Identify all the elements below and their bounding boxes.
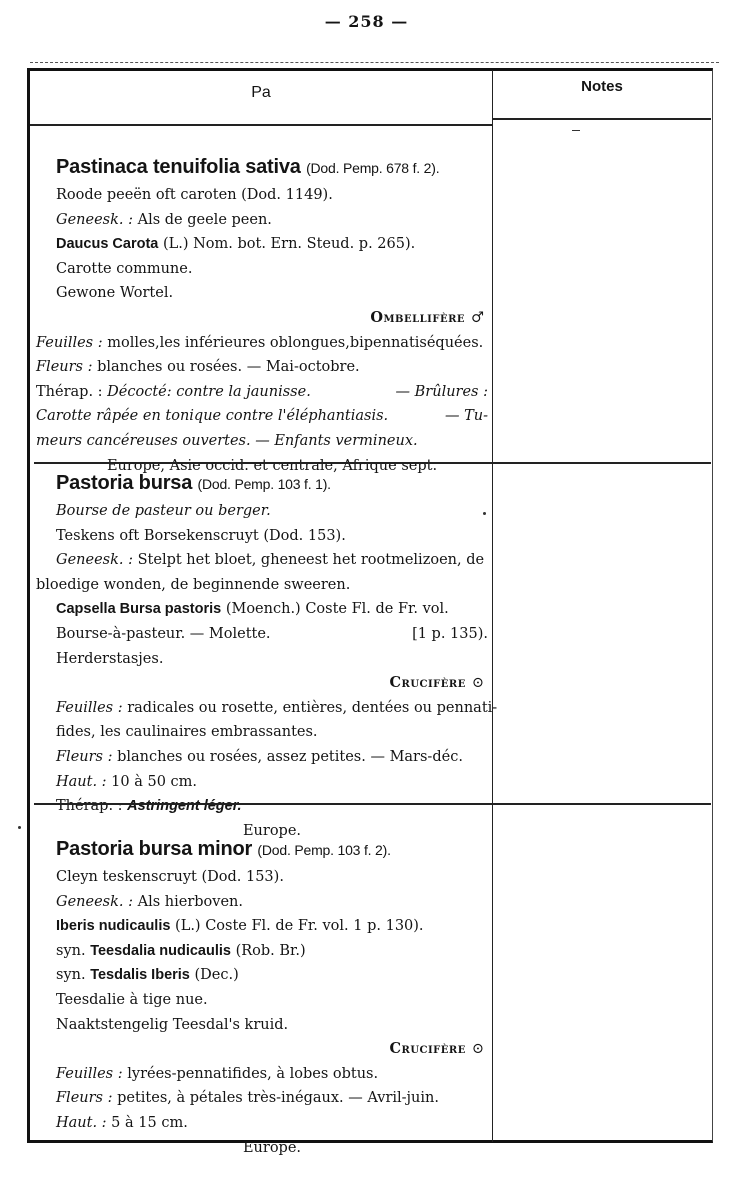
entry-divider-right [493,803,711,805]
dodoens-reference: (Dod. Pemp. 103 f. 2). [257,842,391,858]
feuilles-text: fides, les caulinaires embrassantes. [56,724,318,741]
french-name: Carotte commune. [56,260,193,277]
synonym-author: (Dec.) [194,967,239,984]
entry-pastinaca [36,152,488,478]
haut-text: 10 à 50 cm. [111,773,198,790]
botanical-reference: (Moench.) Coste Fl. de Fr. vol. [225,601,449,618]
therap-label: Thérap. : [36,383,103,400]
fleurs-label: Fleurs : [36,359,93,376]
distribution-region: Europe. [242,1139,302,1156]
family-name: Crucifère [389,674,466,692]
species-name: Pastinaca tenuifolia sativa [56,156,301,178]
synonym-prefix: syn. [56,942,86,959]
speck [18,826,21,829]
biennial-symbol-icon: ♂ [471,309,484,326]
french-name: Bourse-à-pasteur. — Molette. [56,625,271,642]
vernacular-name: Teskens oft Borsekenscruyt (Dod. 153). [56,527,346,544]
therap-text: meurs cancéreuses ouvertes. — Enfants vermineux. [36,432,418,449]
header-divider-right [493,118,711,120]
haut-label: Haut. : [56,773,107,790]
dutch-name: Herderstasjes. [56,650,164,667]
family-name: Crucifère [389,1040,466,1058]
entry-divider-left [34,462,492,464]
column-header-pa: Pa [251,84,271,101]
botanical-reference: [1 p. 135). [412,625,488,642]
dutch-name: Gewone Wortel. [56,285,174,302]
entry-pastoria-bursa-minor [56,834,488,1160]
family-name: Ombellifère [370,308,465,326]
fleurs-text: blanches ou rosées, assez petites. — Mars-déc. [117,748,463,765]
entry-pastoria-bursa [36,468,498,843]
feuilles-text: lyrées-pennatifides, à lobes obtus. [127,1065,379,1082]
feuilles-label: Feuilles : [36,334,103,351]
dashed-rule [30,62,719,63]
synonym-name: Tesdalis Iberis [90,967,190,984]
botanical-name: Daucus Carota [56,236,159,253]
vernacular-name: Cleyn teskenscruyt (Dod. 153). [56,869,284,885]
geneesk-text: Stelpt het bloet, gheneest het rootmelizoen, de [137,552,485,569]
therap-text: Astringent léger. [127,798,242,815]
botanical-reference: (L.) Nom. bot. Ern. Steud. p. 265). [162,236,416,253]
entry-title [56,834,488,865]
notes-tick-mark [572,130,580,131]
geneesk-text: Als hierboven. [137,893,243,910]
distribution-region: Europe, Asie occid. et centrale, Afrique sept. [106,457,438,474]
botanical-name: Iberis nudicaulis [56,918,171,935]
geneesk-text: Als de geele peen. [137,211,272,228]
botanical-name: Capsella Bursa pastoris [56,601,222,618]
fleurs-text: petites, à pétales très-inégaux. — Avril-juin. [117,1090,439,1107]
french-name: Teesdalie à tige nue. [56,991,208,1008]
feuilles-label: Feuilles : [56,699,123,716]
dutch-name: Naaktstengelig Teesdal's kruid. [56,1016,289,1033]
entry-title [56,468,488,499]
haut-text: 5 à 15 cm. [111,1114,188,1131]
entry-title [56,152,488,183]
geneesk-label: Geneesk. : [56,893,133,910]
dodoens-reference: (Dod. Pemp. 103 f. 1). [197,476,331,492]
entry-divider-left [34,803,492,805]
dodoens-reference: (Dod. Pemp. 678 f. 2). [306,160,440,176]
geneesk-text: bloedige wonden, de beginnende sweeren. [36,576,351,593]
therap-label: Thérap. : [56,798,123,815]
column-separator [492,70,493,1142]
therap-text: Décocté: contre la jaunisse. [107,383,311,400]
column-header-notes: Notes [581,78,623,95]
synonym-prefix: syn. [56,967,86,984]
header-divider-left [30,124,492,126]
geneesk-label: Geneesk. : [56,211,133,228]
fleurs-label: Fleurs : [56,748,113,765]
distribution-region: Europe. [242,822,302,839]
vernacular-name: Roode peeën oft caroten (Dod. 1149). [56,187,333,203]
synonym-author: (Rob. Br.) [235,942,306,959]
feuilles-text: molles,les inférieures oblongues,bipennatiséquées. [107,334,484,351]
page-number: — 258 — [324,12,409,31]
annual-symbol-icon: ⊙ [471,1041,484,1058]
entry-divider-right [493,462,711,464]
synonym-name: Teesdalia nudicaulis [90,942,231,959]
therap-text: — Brûlures : [395,383,488,400]
haut-label: Haut. : [56,1114,107,1131]
feuilles-text: radicales ou rosette, entières, dentées ou pennati- [127,699,498,716]
therap-text: — Tu- [444,408,488,425]
feuilles-label: Feuilles : [56,1065,123,1082]
fleurs-label: Fleurs : [56,1090,113,1107]
species-name: Pastoria bursa [56,472,193,494]
annual-symbol-icon: ⊙ [471,675,484,692]
geneesk-label: Geneesk. : [56,552,133,569]
vernacular-name: Bourse de pasteur ou berger. [56,503,271,519]
speck [483,512,486,515]
species-name: Pastoria bursa minor [56,838,253,860]
therap-text: Carotte râpée en tonique contre l'éléphantiasis. [36,408,389,425]
fleurs-text: blanches ou rosées. — Mai-octobre. [97,359,360,376]
botanical-reference: (L.) Coste Fl. de Fr. vol. 1 p. 130). [175,918,424,935]
